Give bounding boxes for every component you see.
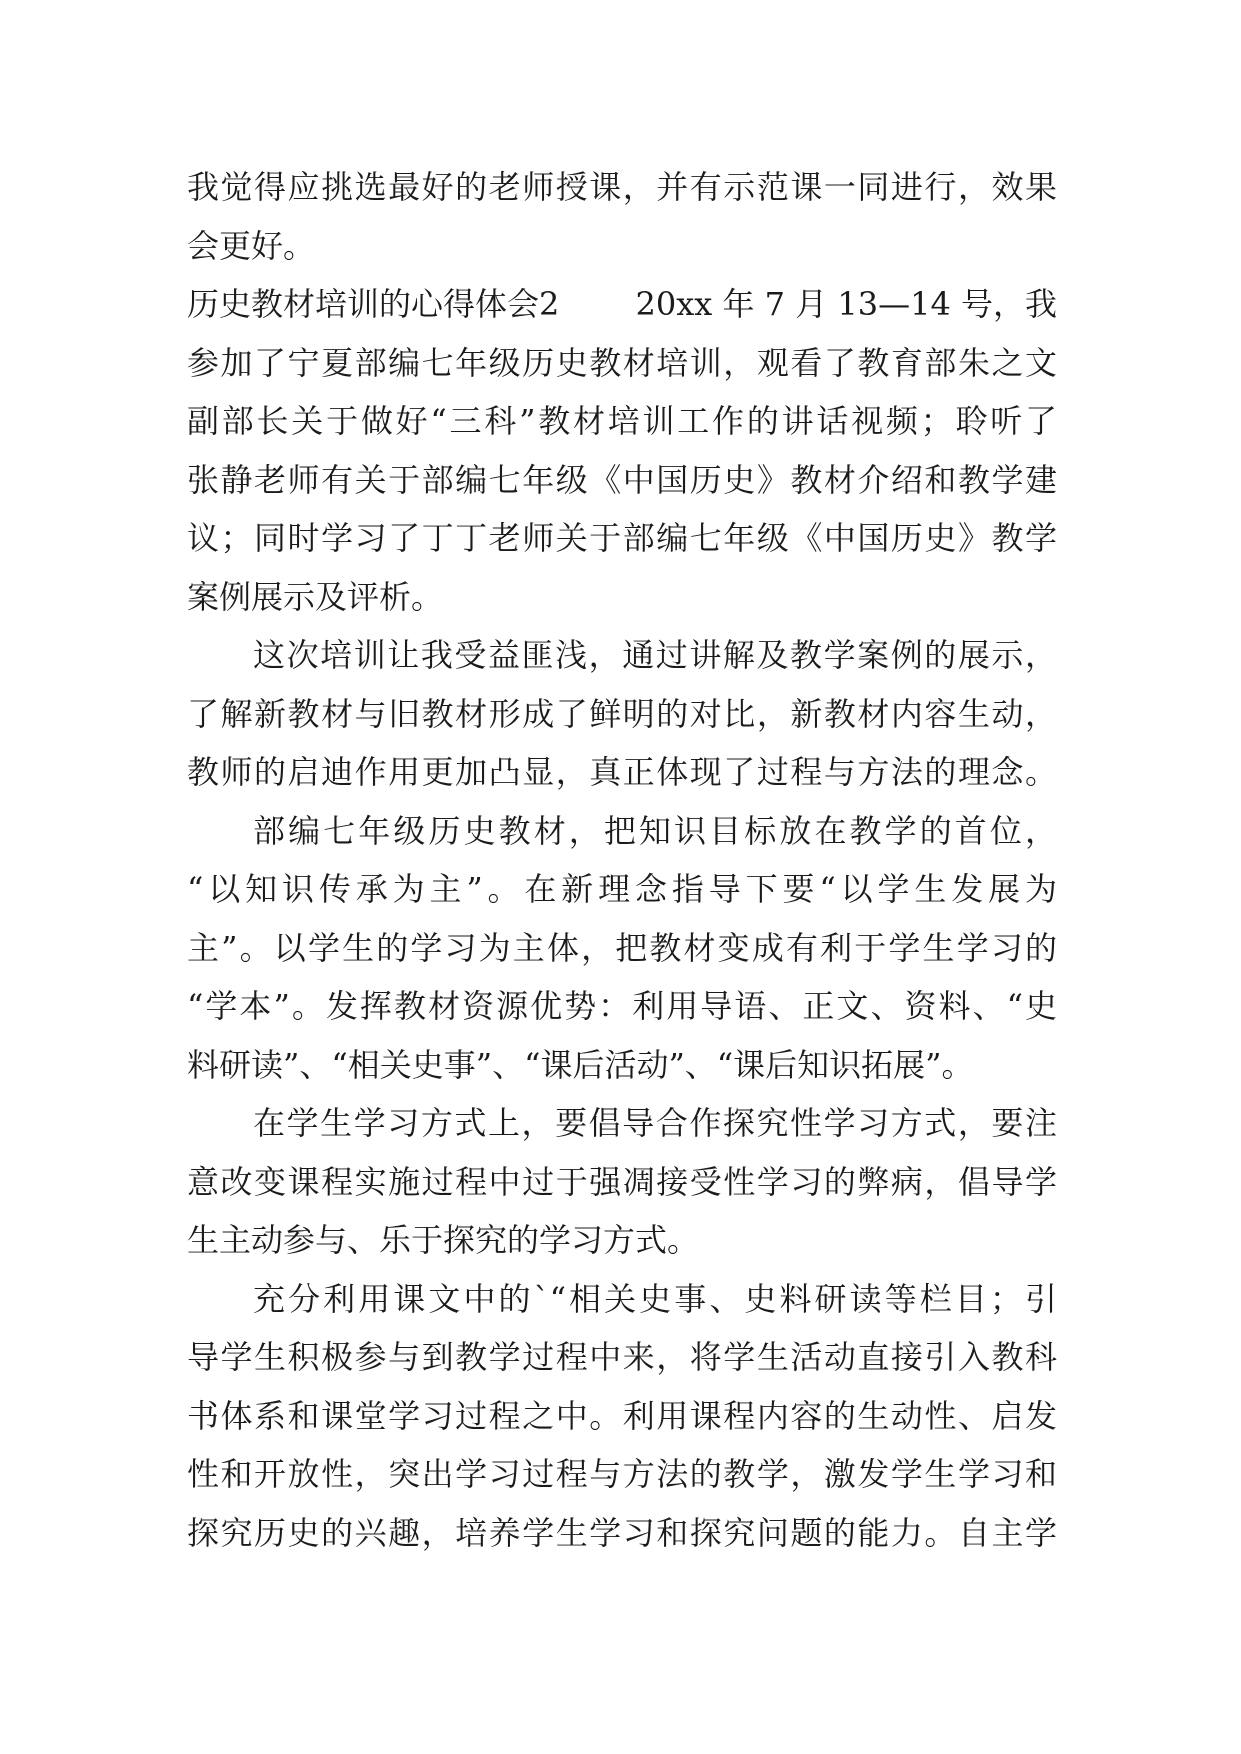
text-line: 会更好。 bbox=[187, 226, 316, 265]
text-line: 张静老师有关于部编七年级《中国历史》教材介绍和教学建 bbox=[187, 460, 1057, 499]
text-line: “学本”。发挥教材资源优势：利用导语、正文、资料、“史 bbox=[187, 987, 1057, 1025]
text-line: 书体系和课堂学习过程之中。利用课程内容的生动性、启发 bbox=[187, 1396, 1057, 1435]
text-line: 充分利用课文中的`“相关史事、史料研读等栏目；引 bbox=[253, 1279, 1057, 1318]
text-line: 教师的启迪作用更加凸显，真正体现了过程与方法的理念。 bbox=[187, 753, 1057, 791]
text-line: 我觉得应挑选最好的老师授课，并有示范课一同进行，效果 bbox=[187, 168, 1057, 206]
text-line: “以知识传承为主”。在新理念指导下要“以学生发展为 bbox=[187, 870, 1057, 908]
text-line: 导学生积极参与到教学过程中来，将学生活动直接引入教科 bbox=[187, 1338, 1057, 1376]
heading-line bbox=[187, 275, 1057, 334]
text-line: 意改变课程实施过程中过于强凋接受性学习的弊病，倡导学 bbox=[187, 1162, 1057, 1201]
text-line: 这次培训让我受益匪浅，通过讲解及教学案例的展示， bbox=[253, 636, 1057, 674]
section-title: 历史教材培训的心得体会2 bbox=[187, 285, 560, 323]
text-line: 部编七年级历史教材，把知识目标放在教学的首位， bbox=[253, 811, 1057, 850]
text-line-fragment: 20xx 年 7 月 13—14 号，我 bbox=[635, 285, 1057, 323]
text-line: 了解新教材与旧教材形成了鲜明的对比，新教材内容生动， bbox=[187, 694, 1057, 733]
text-line: 主”。以学生的学习为主体，把教材变成有利于学生学习的 bbox=[187, 928, 1057, 967]
document-body bbox=[187, 158, 1057, 1562]
text-line: 参加了宁夏部编七年级历史教材培训，观看了教育部朱之文 bbox=[187, 343, 1057, 382]
text-line: 副部长关于做好“三科”教材培训工作的讲话视频；聆听了 bbox=[187, 402, 1057, 440]
text-line: 探究历史的兴趣，培养学生学习和探究问题的能力。自主学 bbox=[187, 1513, 1057, 1552]
text-line: 议；同时学习了丁丁老师关于部编七年级《中国历史》教学 bbox=[187, 519, 1057, 557]
text-line: 生主动参与、乐于探究的学习方式。 bbox=[187, 1221, 700, 1259]
text-line: 性和开放性，突出学习过程与方法的教学，激发学生学习和 bbox=[187, 1455, 1057, 1493]
text-line: 案例展示及评析。 bbox=[187, 577, 444, 616]
text-line: 料研读”、“相关史事”、“课后活动”、“课后知识拓展”。 bbox=[187, 1045, 974, 1084]
text-line: 在学生学习方式上，要倡导合作探究性学习方式，要注 bbox=[253, 1104, 1057, 1142]
